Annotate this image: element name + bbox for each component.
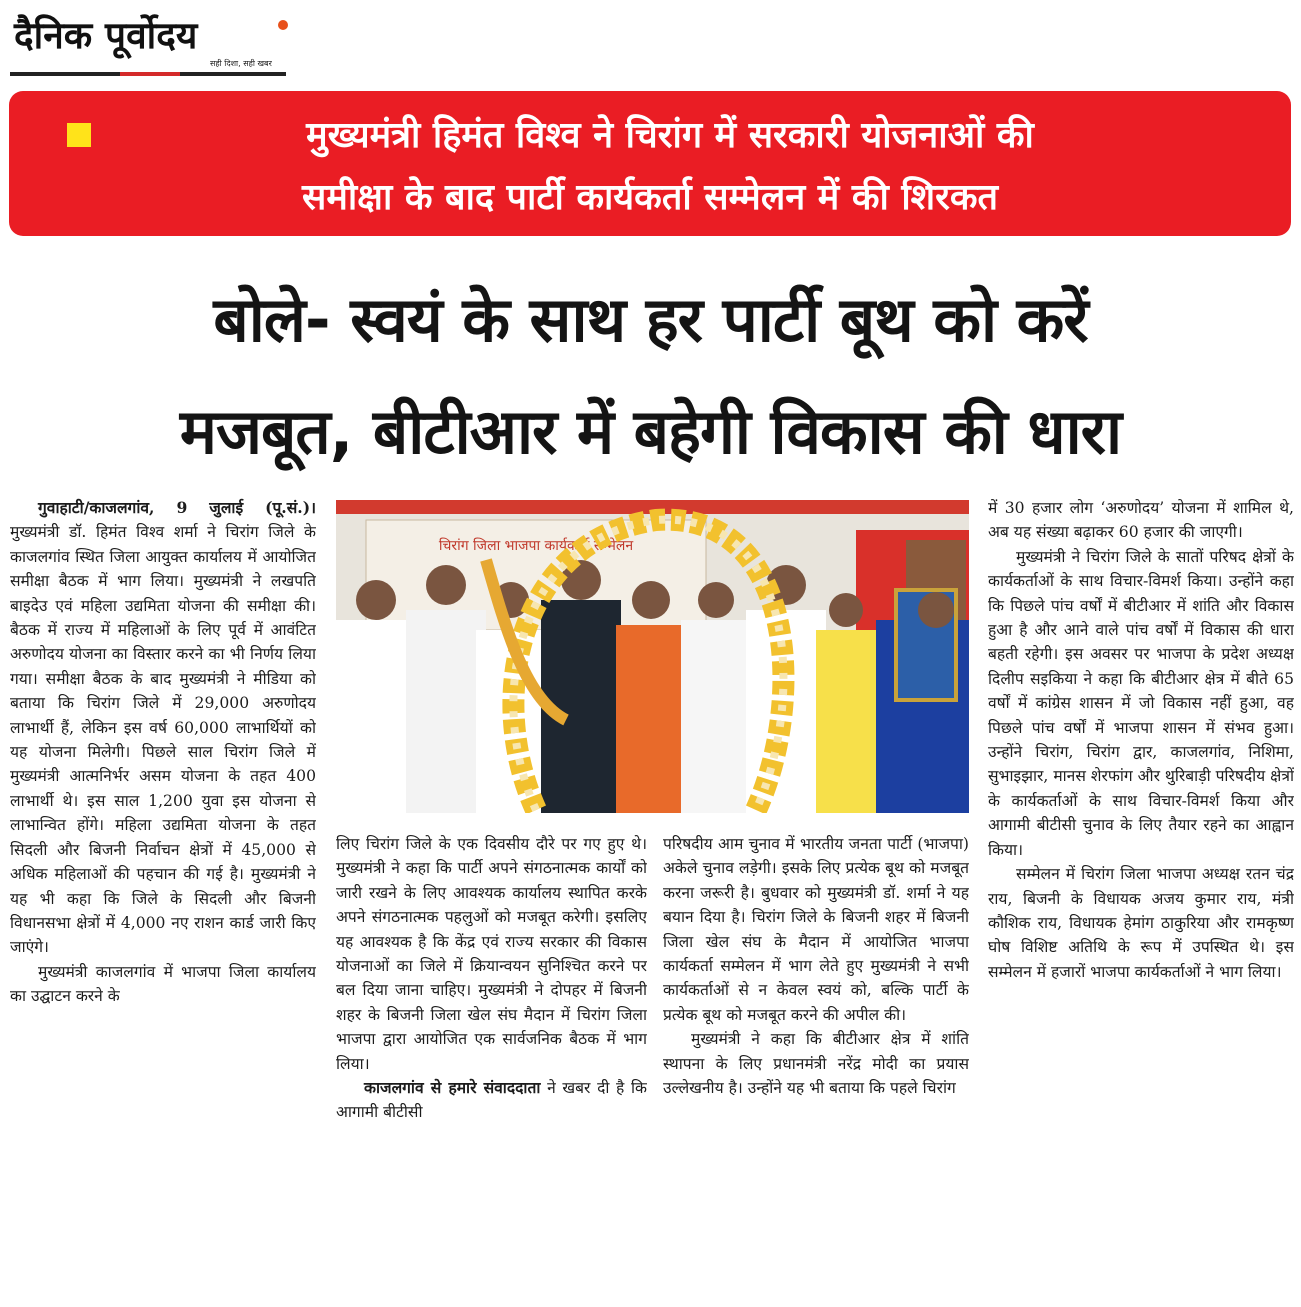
column-1-paragraph-1: मुख्यमंत्री डॉ. हिमंत विश्व शर्मा ने चिरांग जिले के काजलगांव स्थित जिला आयुक्त कार्यालय में आयोजित समीक्षा बैठक में भाग लिया। मुख्यमंत्री ने लखपति बाइदेउ एवं महिला उद्यमिता योजना की समीक्षा की। बैठक में राज्य में महिलाओं के लिए पूर्व में आवंटित अरुणोदय योजना का विस्तार करने का भी निर्णय लिया गया। समीक्षा बैठक के बाद मुख्यमंत्री ने मीडिया को बताया कि चिरांग जिले में 29,000 अरुणोदय लाभार्थी हैं, लेकिन इस वर्ष 60,000 लाभार्थियों को यह योजना मिलेगी। पिछले साल चिरांग जिले में मुख्यमंत्री आत्मनिर्भर असम योजना के तहत 400 लाभार्थी थे। इस साल 1,200 युवा इस योजना से लाभान्वित होंगे। महिला उद्यमिता योजना के तहत सिदली और बिजनी निर्वाचन क्षेत्रों में 45,000 से अधिक महिलाओं की पहचान की गई है। मुख्यमंत्री ने यह भी कहा कि जिले के सिदली और बिजनी विधानसभा क्षेत्रों में 4,000 नए राशन कार्ड जारी किए जाएंगे। xyxy=(10,523,316,957)
photo-illustration xyxy=(336,500,969,813)
column-4-paragraph-2: मुख्यमंत्री ने चिरांग जिले के सातों परिषद क्षेत्रों के कार्यकर्ताओं के साथ विचार-विमर्श किया। उन्होंने कहा कि पिछले पांच वर्षों में बीटीआर में शांति और विकास हुआ है और आने वाले पांच वर्षों में विकास की धारा बहती रहेगी। इस अवसर पर भाजपा के प्रदेश अध्यक्ष दिलीप सइकिया ने कहा कि बीटीआर क्षेत्र में बीते 65 वर्षों में कांग्रेस शासन में जो विकास नहीं हुआ, वह पिछले पांच वर्षों में भाजपा शासन में संभव हुआ। उन्होंने चिरांग, चिरांग द्वार, काजलगांव, निशिमा, सुभाइझार, मानस शेरफांग और थुरिबाड़ी परिषदीय क्षेत्रों के कार्यकर्ताओं के साथ विचार-विमर्श किया और आगामी बीटीसी चुनाव के लिए तैयार रहने का आह्वान किया। xyxy=(988,547,1294,859)
article-column-1 xyxy=(10,496,316,1304)
headline-line-1: बोले- स्वयं के साथ हर पार्टी बूथ को करें xyxy=(213,283,1088,356)
event-photo xyxy=(336,500,969,813)
banner-line-2: समीक्षा के बाद पार्टी कार्यकर्ता सम्मेलन में की शिरकत xyxy=(301,177,999,218)
photo-banner-text: चिरांग जिला भाजपा कार्यकर्ता सम्मेलन xyxy=(438,538,634,554)
article-column-4 xyxy=(988,496,1294,1304)
subheadline-banner xyxy=(9,91,1291,236)
article-column-2 xyxy=(336,832,647,1304)
masthead-rule-accent xyxy=(120,72,180,76)
column-4-paragraph-3: सम्मेलन में चिरांग जिला भाजपा अध्यक्ष रतन चंद्र राय, बिजनी के विधायक अजय कुमार राय, मंत्री कौशिक राय, विधायक हेमांग ठाकुरिया और रामकृष्ण घोष विशिष्ट अतिथि के रूप में उपस्थित थे। इस सम्मेलन में हजारों भाजपा कार्यकर्ताओं ने भाग लिया। xyxy=(988,865,1294,981)
banner-line-1: मुख्यमंत्री हिमंत विश्व ने चिरांग में सरकारी योजनाओं की xyxy=(306,115,1034,156)
logo-dot-icon xyxy=(278,20,288,30)
newspaper-title: दैनिक पूर्वोदय xyxy=(14,14,198,57)
column-3-paragraph-2: मुख्यमंत्री ने कहा कि बीटीआर क्षेत्र में शांति स्थापना के लिए प्रधानमंत्री नरेंद्र मोदी का प्रयास उल्लेखनीय है। उन्होंने यह भी बताया कि पहले चिरांग xyxy=(663,1030,969,1098)
column-2-paragraph-2: ने खबर दी है कि आगामी बीटीसी xyxy=(336,1079,647,1122)
headline-line-2: मजबूत, बीटीआर में बहेगी विकास की धारा xyxy=(179,395,1122,468)
dateline: गुवाहाटी/काजलगांव, 9 जुलाई (पू.सं.)। xyxy=(38,498,316,517)
newspaper-tagline: सही दिशा, सही खबर xyxy=(210,59,272,68)
column-1-paragraph-2: मुख्यमंत्री काजलगांव में भाजपा जिला कार्यालय का उद्घाटन करने के xyxy=(10,962,316,1006)
column-4-paragraph-1: में 30 हजार लोग ‘अरुणोदय’ योजना में शामिल थे, अब यह संख्या बढ़ाकर 60 हजार की जाएगी। xyxy=(988,499,1294,542)
column-3-paragraph-1: परिषदीय आम चुनाव में भारतीय जनता पार्टी (भाजपा) अकेले चुनाव लड़ेगी। इसके लिए प्रत्येक बूथ को मजबूत करना जरूरी है। बुधवार को मुख्यमंत्री डॉ. शर्मा ने यह बयान दिया है। चिरांग जिले के बिजनी शहर में बिजनी जिला खेल संघ के मैदान में आयोजित भाजपा कार्यकर्ता सम्मेलन में भाग लेते हुए मुख्यमंत्री ने सभी कार्यकर्ताओं से न केवल स्वयं को, बल्कि पार्टी के प्रत्येक बूथ को मजबूत करने की अपील की। xyxy=(663,835,969,1024)
column-2-paragraph-1: लिए चिरांग जिले के एक दिवसीय दौरे पर गए हुए थे। मुख्यमंत्री ने कहा कि पार्टी अपने संगठनात्मक कार्यों को जारी रखने के लिए आवश्यक कार्यालय स्थापित करके अपने संगठनात्मक पहलुओं को मजबूत करेगी। इसलिए यह आवश्यक है कि केंद्र एवं राज्य सरकार की विकास योजनाओं का जिले में क्रियान्वयन सुनिश्चित करने पर बल दिया जाना चाहिए। मुख्यमंत्री ने दोपहर में बिजनी शहर के बिजनी जिला खेल संघ मैदान में चिरांग जिला भाजपा द्वारा आयोजित एक सार्वजनिक बैठक में भाग लिया। xyxy=(336,835,647,1073)
article-column-3 xyxy=(663,832,969,1304)
masthead xyxy=(10,6,286,72)
correspondent-credit: काजलगांव से हमारे संवाददाता xyxy=(364,1078,541,1098)
